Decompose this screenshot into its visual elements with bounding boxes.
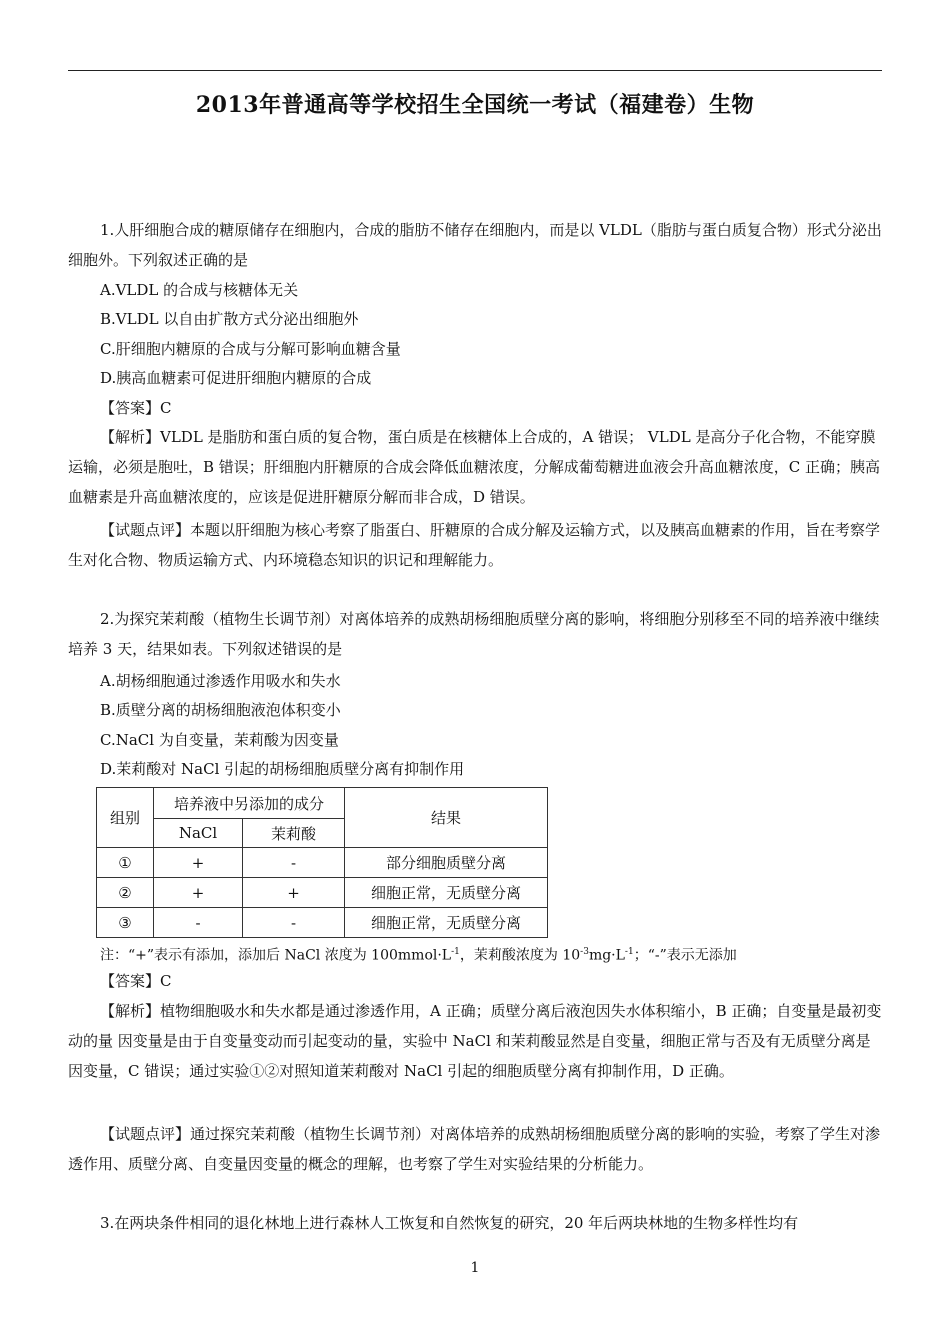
q2-option-c: C.NaCl 为自变量，茉莉酸为因变量 — [100, 731, 339, 749]
q2-result-table — [96, 787, 548, 938]
q1-option-a: A.VLDL 的合成与核糖体无关 — [100, 281, 299, 299]
page-title: 2013年普通高等学校招生全国统一考试（福建卷）生物 — [195, 92, 755, 118]
q2-stem: 2.为探究茉莉酸（植物生长调节剂）对离体培养的成熟胡杨细胞质壁分离的影响，将细胞分别移至不同的培养液中继续培养 3 天，结果如表。下列叙述错误的是 — [68, 610, 880, 658]
table-row — [97, 908, 548, 938]
th-jasmonic-acid: 茉莉酸 — [243, 819, 345, 848]
q2-option-d: D.茉莉酸对 NaCl 引起的胡杨细胞质壁分离有抑制作用 — [100, 760, 465, 778]
q1-option-d: D.胰高血糖素可促进肝细胞内糖原的合成 — [100, 369, 372, 387]
note-part-b: ，茉莉酸浓度为 10 — [459, 947, 581, 964]
header-rule — [68, 70, 882, 71]
cell-jasmonic: + — [243, 878, 345, 908]
note-sup-b: -3 — [580, 947, 589, 957]
q2-answer: 【答案】C — [100, 972, 172, 990]
note-part-c: mg·L — [588, 947, 625, 964]
th-added-components: 培养液中另添加的成分 — [154, 788, 345, 819]
cell-nacl: + — [154, 848, 243, 878]
cell-nacl: - — [154, 908, 243, 938]
page-number: 1 — [470, 1260, 480, 1276]
q1-comment: 【试题点评】本题以肝细胞为核心考察了脂蛋白、肝糖原的合成分解及运输方式，以及胰高血糖素的作用，旨在考察学生对化合物、物质运输方式、内环境稳态知识的识记和理解能力。 — [68, 521, 881, 569]
q1-analysis: 【解析】VLDL 是脂肪和蛋白质的复合物，蛋白质是在核糖体上合成的，A 错误； VLDL 是高分子化合物，不能穿膜运输，必须是胞吐，B 错误；肝细胞内肝糖原的合成会降低血糖浓度，分解成葡萄糖进血液会升高血糖浓度，C 正确；胰高血糖素是升高血糖浓度的，应该是促进肝糖原分解而非合成，D 错误。 — [68, 428, 881, 506]
note-part-a: 注：“+”表示有添加，添加后 NaCl 浓度为 100mmol·L — [100, 947, 452, 964]
cell-nacl: + — [154, 878, 243, 908]
q1-answer: 【答案】C — [100, 399, 172, 417]
q1-option-b: B.VLDL 以自由扩散方式分泌出细胞外 — [100, 310, 359, 328]
th-nacl: NaCl — [154, 819, 243, 848]
cell-group: ① — [97, 848, 154, 878]
q2-table-note — [100, 940, 737, 968]
q2-analysis: 【解析】植物细胞吸水和失水都是通过渗透作用，A 正确；质壁分离后液泡因失水体积缩小，B 正确；自变量是最初变动的量 因变量是由于自变量变动而引起变动的量，实验中 NaCl 和茉莉酸显然是自变量，细胞正常与否及有无质壁分离是因变量，C 错误；通过实验①②对照知道茉莉酸对 NaCl 引起的细胞质壁分离有抑制作用，D 正确。 — [68, 1002, 882, 1080]
table-row — [97, 848, 548, 878]
cell-group: ③ — [97, 908, 154, 938]
cell-result: 细胞正常，无质壁分离 — [345, 908, 548, 938]
cell-group: ② — [97, 878, 154, 908]
cell-jasmonic: - — [243, 848, 345, 878]
q2-option-a: A.胡杨细胞通过渗透作用吸水和失水 — [100, 672, 341, 690]
q2-option-b: B.质壁分离的胡杨细胞液泡体积变小 — [100, 701, 341, 719]
cell-result: 细胞正常，无质壁分离 — [345, 878, 548, 908]
th-group: 组别 — [97, 788, 154, 848]
note-sup-a: -1 — [451, 947, 460, 957]
q1-stem: 1.人肝细胞合成的糖原储存在细胞内，合成的脂肪不储存在细胞内，而是以 VLDL（脂肪与蛋白质复合物）形式分泌出细胞外。下列叙述正确的是 — [68, 221, 882, 269]
q3-stem: 3.在两块条件相同的退化林地上进行森林人工恢复和自然恢复的研究，20 年后两块林地的生物多样性均有 — [100, 1214, 799, 1232]
q1-option-c: C.肝细胞内糖原的合成与分解可影响血糖含量 — [100, 340, 401, 358]
note-part-d: ；“-”表示无添加 — [633, 947, 737, 964]
q2-comment: 【试题点评】通过探究茉莉酸（植物生长调节剂）对离体培养的成熟胡杨细胞质壁分离的影响的实验，考察了学生对渗透作用、质壁分离、自变量因变量的概念的理解，也考察了学生对实验结果的分析能力。 — [68, 1125, 881, 1173]
th-result: 结果 — [345, 788, 548, 848]
cell-result: 部分细胞质壁分离 — [345, 848, 548, 878]
cell-jasmonic: - — [243, 908, 345, 938]
table-row — [97, 878, 548, 908]
note-sup-c: -1 — [624, 947, 634, 957]
